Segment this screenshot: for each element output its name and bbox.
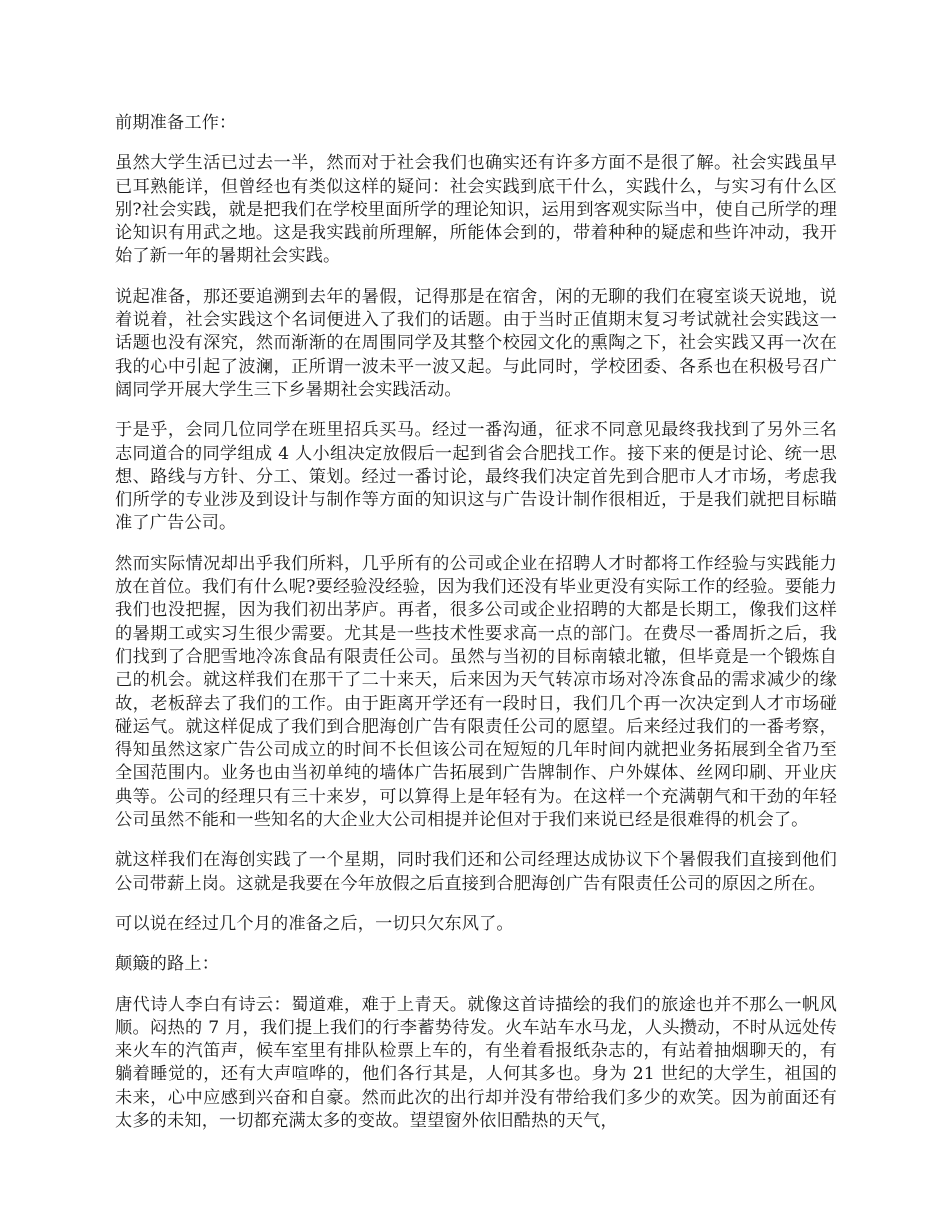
paragraph-intro: 虽然大学生活已过去一半，然而对于社会我们也确实还有许多方面不是很了解。社会实践虽早已耳熟能详，但曾经也有类似这样的疑问：社会实践到底干什么，实践什么，与实习有什么区别?社会实践，就是把我们在学校里面所学的理论知识，运用到客观实际当中，使自己所学的理论知识有用武之地。这是我实践前所理解，所能体会到的，带着种种的疑虑和些许冲动，我开始了新一年的暑期社会实践。 [115, 153, 837, 267]
paragraph-team: 于是乎，会同几位同学在班里招兵买马。经过一番沟通，征求不同意见最终我找到了另外三名志同道合的同学组成 4 人小组决定放假后一起到省会合肥找工作。接下来的便是讨论、统一思想、路线与方针、分工、策划。经过一番讨论，最终我们决定首先到合肥市人才市场，考虑我们所学的专业涉及到设计与制作等方面的知识这与广告设计制作很相近，于是我们就把目标瞄准了广告公司。 [115, 420, 837, 534]
paragraph-agreement: 就这样我们在海创实践了一个星期，同时我们还和公司经理达成协议下个暑假我们直接到他们公司带薪上岗。这就是我要在今年放假之后直接到合肥海创广告有限责任公司的原因之所在。 [115, 850, 837, 894]
section-heading-preparation: 前期准备工作： [115, 113, 237, 133]
section-heading-road: 颠簸的路上： [115, 954, 220, 975]
paragraph-journey: 唐代诗人李白有诗云：蜀道难，难于上青天。就像这首诗描绘的我们的旅途也并不那么一帆风顺。闷热的 7 月，我们提上我们的行李蓄势待发。火车站车水马龙，人头攒动，不时从远处传来火车的汽笛声，候车室里有排队检票上车的，有坐着看报纸杂志的，有站着抽烟聊天的，有躺着睡觉的，还有大声喧哗的，他们各行其是，人何其多也。身为 21 世纪的大学生，祖国的未来，心中应感到兴奋和自豪。然而此次的出行却并没有带给我们多少的欢笑。因为前面还有太多的未知，一切都充满太多的变故。望望窗外依旧酷热的天气， [115, 994, 837, 1131]
paragraph-job-search: 然而实际情况却出乎我们所料，几乎所有的公司或企业在招聘人才时都将工作经验与实践能力放在首位。我们有什么呢?要经验没经验，因为我们还没有毕业更没有实际工作的经验。要能力我们也没把握，因为我们初出茅庐。再者，很多公司或企业招聘的大都是长期工，像我们这样的暑期工或实习生很少需要。尤其是一些技术性要求高一点的部门。在费尽一番周折之后，我们找到了合肥雪地冷冻食品有限责任公司。虽然与当初的目标南辕北辙，但毕竟是一个锻炼自己的机会。就这样我们在那干了二十来天，后来因为天气转凉市场对冷冻食品的需求减少的缘故，老板辞去了我们的工作。由于距离开学还有一段时日，我们几个再一次决定到人才市场碰碰运气。就这样促成了我们到合肥海创广告有限责任公司的愿望。后来经过我们的一番考察，得知虽然这家广告公司成立的时间不长但该公司在短短的几年时间内就把业务拓展到全省乃至全国范围内。业务也由当初单纯的墙体广告拓展到广告牌制作、户外媒体、丝网印刷、开业庆典等。公司的经理只有三十来岁，可以算得上是年轻有为。在这样一个充满朝气和干劲的年轻公司虽然不能和一些知名的大企业大公司相提并论但对于我们来说已经是很难得的机会了。 [115, 553, 837, 831]
paragraph-ready: 可以说在经过几个月的准备之后，一切只欠东风了。 [115, 913, 514, 934]
paragraph-origin: 说起准备，那还要追溯到去年的暑假，记得那是在宿舍，闲的无聊的我们在寝室谈天说地，说着说着，社会实践这个名词便进入了我们的话题。由于当时正值期末复习考试就社会实践这一话题也没有深究，然而渐渐的在周围同学及其整个校园文化的熏陶之下，社会实践又再一次在我的心中引起了波澜，正所谓一波未平一波又起。与此同时，学校团委、各系也在积极号召广阔同学开展大学生三下乡暑期社会实践活动。 [115, 286, 837, 400]
document-body [115, 112, 837, 1150]
